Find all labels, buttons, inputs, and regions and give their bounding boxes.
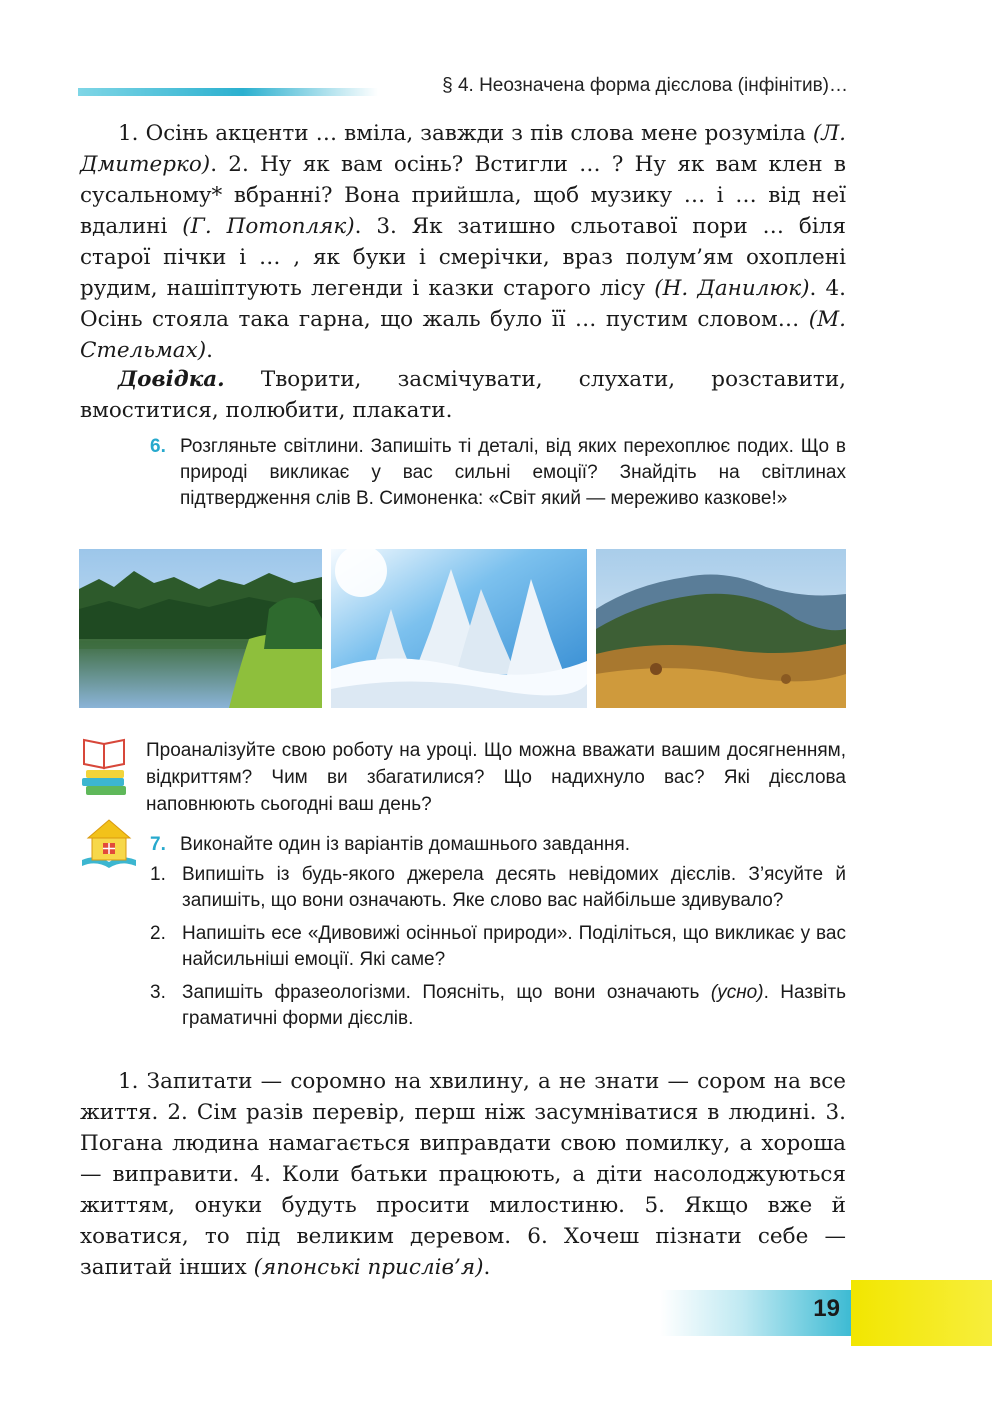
reference-label: Довідка. xyxy=(118,367,225,392)
homework-item-note: (усно) xyxy=(710,982,764,1003)
proverbs-text xyxy=(80,1066,846,1283)
homework-item xyxy=(150,862,846,914)
homework-item xyxy=(150,980,846,1032)
exercise-sentence-2: . 2. Ну як вам осінь? Встигли … ? Ну як вам клен в сусальному* вбранні? Вона прийшла, щоб музику … і … від неї вдалині xyxy=(80,152,846,239)
books-icon xyxy=(80,738,130,800)
exercise-sentence-3: . 3. Як затишно сльотавої пори … біля старої пічки і … , як буки і смерічки, враз полум’ям охоплені рудим, нашіптують легенди і казки старого лісу xyxy=(80,214,846,301)
autumn-mountains-photo xyxy=(596,549,846,708)
homework-heading xyxy=(150,832,846,858)
house-icon xyxy=(80,818,138,868)
homework-title: Виконайте один із варіантів домашнього завдання. xyxy=(180,834,631,855)
homework-item-text: Випишіть із будь-якого джерела десять невідомих дієслів. З’ясуйте й запишіть, що вони означають. Яке слово вас найбільше здивувало? xyxy=(182,864,846,911)
homework-list xyxy=(150,862,846,1039)
source-danyliuk: (Н. Данилюк) xyxy=(654,276,810,301)
homework-item-number: 3. xyxy=(150,982,166,1003)
summer-lake-forest-photo xyxy=(79,549,322,708)
task-6-text: Розгляньте світлини. Запишіть ті деталі, від яких перехоплює подих. Що в природі викликає у вас сильні емоції? Знайдіть на світлинах підтвердження слів В. Симоненка: «Світ який — мереживо казкове!» xyxy=(180,436,846,509)
exercise-sentence-1: 1. Осінь акценти … вміла, завжди з пів слова мене розуміла xyxy=(118,121,813,146)
source-stelmakh: (М. Стельмах) xyxy=(80,307,846,363)
photo-strip xyxy=(79,549,846,708)
homework-item-text: Напишіть есе «Дивовижі осінньої природи». Поділіться, що викликає у вас найсильніші емоції. Які саме? xyxy=(182,923,846,970)
exercise-end: . xyxy=(206,338,213,363)
homework-number: 7. xyxy=(150,834,166,855)
source-potopliak: (Г. Потопляк) xyxy=(182,214,355,239)
task-6-number: 6. xyxy=(150,436,166,457)
homework-item-number: 1. xyxy=(150,864,166,885)
reflection-text: Проаналізуйте свою роботу на уроці. Що можна вважати вашим досягненням, відкриттям? Чим ви збагатилися? Що надихнуло вас? Які дієслова наповнюють сьогодні ваш день? xyxy=(146,740,846,815)
homework-item-text: Запишіть фразеологізми. Поясніть, що вони означають xyxy=(182,982,711,1003)
proverbs-end: . xyxy=(483,1255,491,1280)
task-6 xyxy=(150,434,846,512)
reference-block xyxy=(80,364,846,426)
homework-item-number: 2. xyxy=(150,923,166,944)
homework-item-text-cont: . Назвіть граматичні форми дієслів. xyxy=(182,982,847,1029)
section-title: § 4. Неозначена форма дієслова (інфінітив)… xyxy=(442,75,848,96)
winter-snowy-firs-photo xyxy=(331,549,587,708)
exercise-text xyxy=(80,118,846,366)
header-decor-bar xyxy=(78,88,378,96)
homework-item xyxy=(150,921,846,973)
page-number: 19 xyxy=(813,1295,840,1322)
proverbs-source: (японські прислів’я) xyxy=(253,1255,484,1280)
reference-text: Творити, засмічувати, слухати, розставити, вмоститися, полюбити, плакати. xyxy=(80,367,846,423)
exercise-sentence-4: . 4. Осінь стояла така гарна, що жаль було її … пустим словом… xyxy=(80,276,846,332)
footer-yellow-block xyxy=(851,1280,992,1346)
source-dmyterko: (Л. Дмитерко) xyxy=(80,121,846,177)
proverbs-body: 1. Запитати — соромно на хвилину, а не знати — сором на все життя. 2. Сім разів перевір, перш ніж засумніватися в людині. 3. Погана людина намагається виправдати свою помилку, а хороша — виправити. 4. Коли батьки працюють, а діти насолоджуються життям, онуки будуть просити милостиню. 5. Якщо вже й ховатися, то під великим деревом. 6. Хочеш пізнати себе — запитай інших xyxy=(80,1069,846,1280)
